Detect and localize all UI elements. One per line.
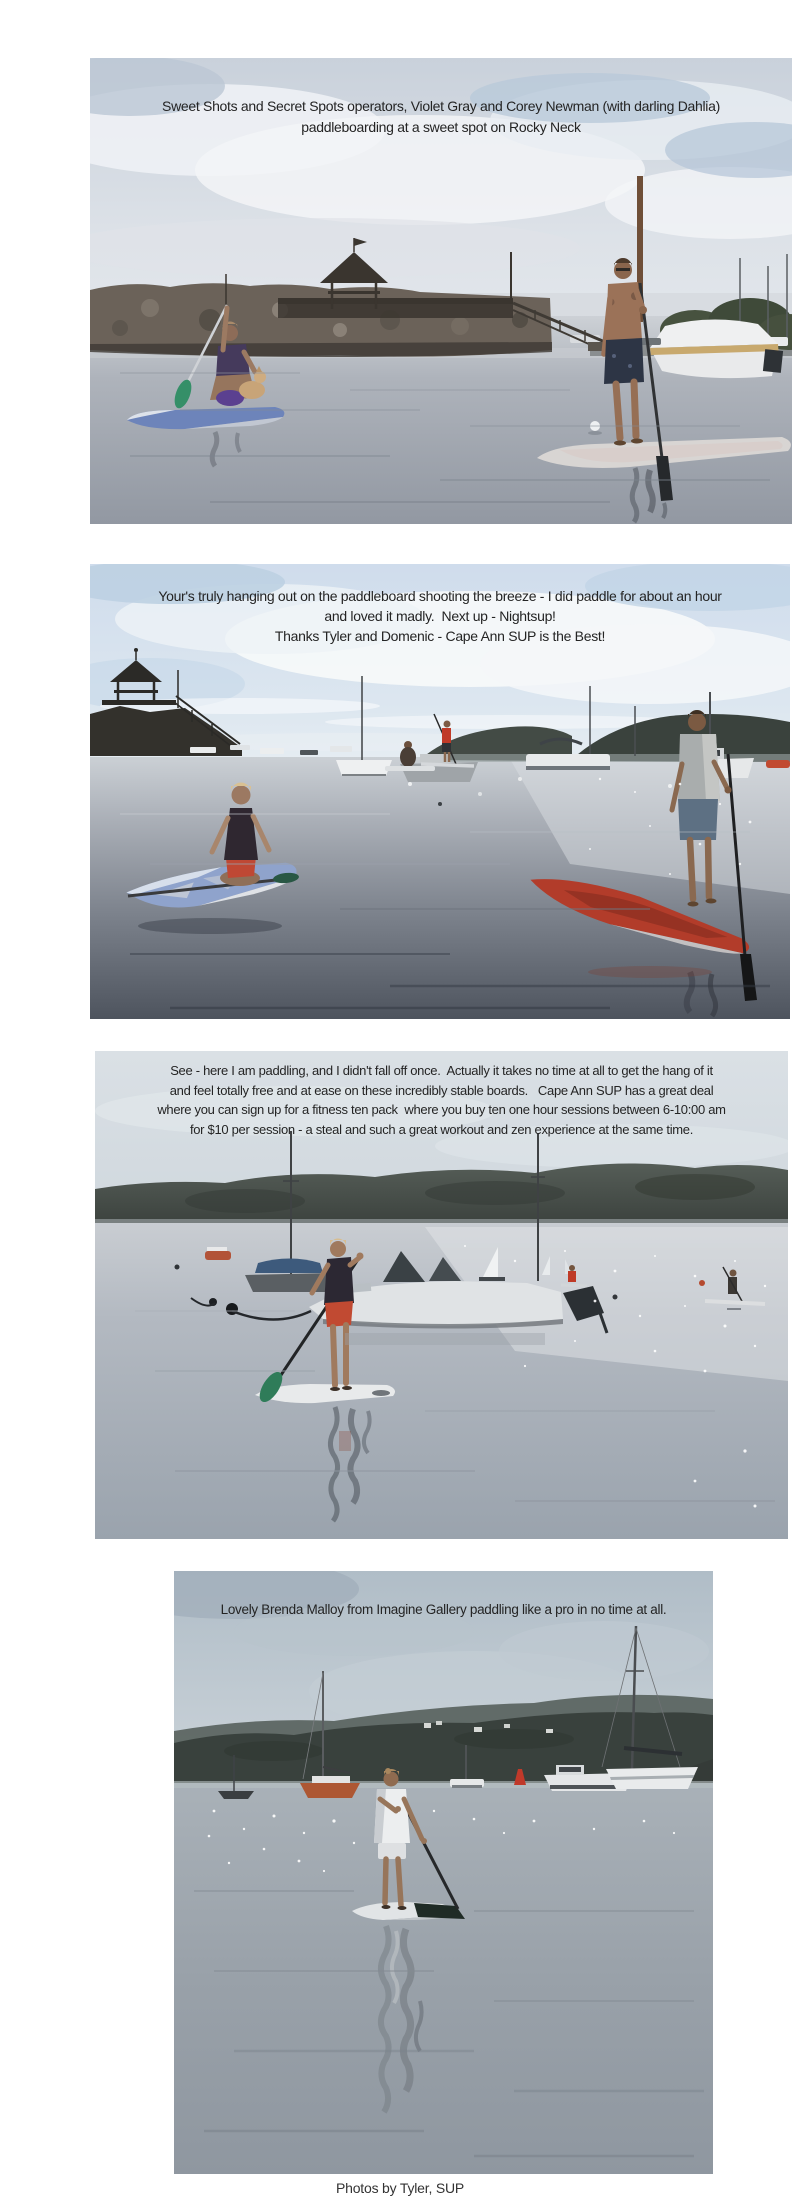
caption-line: for $10 per session - a steal and such a great workout and zen experience at the same time.	[189, 1121, 694, 1137]
caption-line: See - here I am paddling, and I didn't fall off once. Actually it takes no time at all to get the hang of it	[170, 1063, 713, 1078]
photo-3-caption	[95, 1061, 788, 1139]
caption-line: Lovely Brenda Malloy from Imagine Gallery paddling like a pro in no time at all.	[220, 1602, 667, 1617]
photo-1-caption	[90, 96, 792, 138]
photo-4-brenda-malloy	[174, 1571, 713, 2174]
caption-line: Your's truly hanging out on the paddleboard shooting the breeze - I did paddle for about an hour	[158, 588, 722, 604]
photo-4-image	[174, 1571, 713, 2174]
photo-3-paddling	[95, 1051, 788, 1539]
photo-credit: Photos by Tyler, SUP	[335, 2180, 465, 2196]
photo-2-hanging-out	[90, 564, 790, 1019]
caption-line: and feel totally free and at ease on these incredibly stable boards. Cape Ann SUP has a great deal	[169, 1082, 714, 1098]
photo-2-caption	[90, 586, 790, 646]
caption-line: Thanks Tyler and Domenic - Cape Ann SUP is the Best!	[274, 628, 606, 644]
photo-4-caption	[174, 1600, 713, 1620]
caption-line: and loved it madly. Next up - Nightsup!	[324, 608, 556, 624]
photo-1-rocky-neck	[90, 58, 792, 524]
caption-line: paddleboarding at a sweet spot on Rocky Neck	[301, 119, 581, 135]
water	[174, 1781, 713, 2174]
caption-line: Sweet Shots and Secret Spots operators, Violet Gray and Corey Newman (with darling Dahlia)	[162, 98, 720, 114]
caption-line: where you can sign up for a fitness ten pack where you buy ten one hour sessions between 6-10:00 am	[157, 1102, 726, 1117]
